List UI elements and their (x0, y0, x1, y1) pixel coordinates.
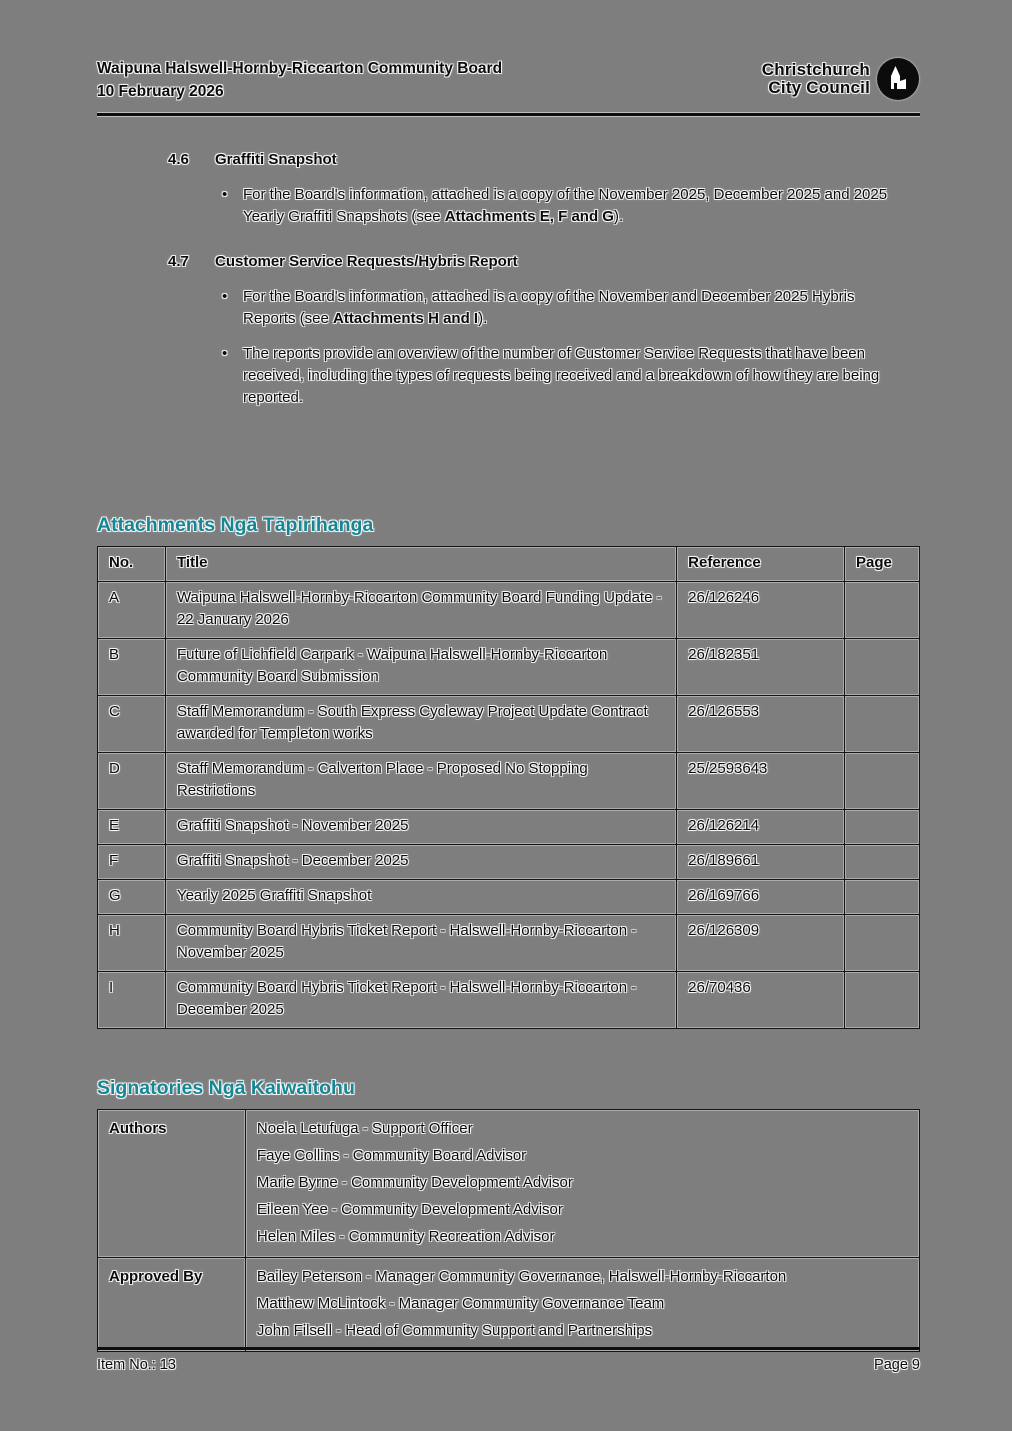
header-titles (97, 57, 502, 103)
attachment-reference: 26/126214 (677, 810, 845, 845)
table-row (98, 845, 920, 880)
attachment-title: Future of Lichfield Carpark - Waipuna Halswell-Hornby-Riccarton Community Board Submission (165, 639, 676, 696)
attachment-reference: 25/2593643 (677, 753, 845, 810)
attachment-page (845, 810, 920, 845)
attachments-table (97, 546, 920, 1029)
bullet-text: For the Board's information, attached is a copy of the November 2025, December 2025 and 2025 Yearly Graffiti Snapshots (see Attachments E, F and G). (243, 186, 888, 225)
attachment-title: Yearly 2025 Graffiti Snapshot (165, 880, 676, 915)
bullet-item (215, 286, 920, 330)
attachment-no: A (98, 582, 166, 639)
attachment-no: E (98, 810, 166, 845)
bullet-icon (222, 343, 243, 409)
attachment-no: C (98, 696, 166, 753)
attachment-no: H (98, 915, 166, 972)
section-title: Customer Service Requests/Hybris Report (215, 253, 518, 270)
header-divider (97, 113, 920, 116)
approved-by-row (98, 1258, 920, 1352)
col-page: Page (845, 547, 920, 582)
attachment-reference: 26/126309 (677, 915, 845, 972)
col-title: Title (165, 547, 676, 582)
footer-page-number: Page 9 (874, 1357, 920, 1373)
table-row (98, 753, 920, 810)
attachment-no: F (98, 845, 166, 880)
authors-list (245, 1110, 919, 1258)
table-row (98, 880, 920, 915)
bullet-item (215, 343, 920, 409)
attachment-title: Community Board Hybris Ticket Report - Halswell-Hornby-Riccarton - December 2025 (165, 972, 676, 1029)
author-line: Noela Letufuga - Support Officer (256, 1120, 473, 1137)
table-row (98, 810, 920, 845)
attachment-reference: 26/126246 (677, 582, 845, 639)
attachment-no: D (98, 753, 166, 810)
attachment-reference: 26/169766 (677, 880, 845, 915)
author-line: Faye Collins - Community Board Advisor (256, 1147, 527, 1164)
section-number: 4.7 (168, 253, 189, 270)
page-footer (97, 1347, 920, 1376)
attachment-no: B (98, 639, 166, 696)
attachment-page (845, 972, 920, 1029)
signatories-heading: Signatories Ngā Kaiwaitohu (97, 1077, 355, 1099)
ccc-logo-text: Christchurch City Council (761, 60, 870, 97)
attachment-reference: 26/189661 (677, 845, 845, 880)
attachment-no: G (98, 880, 166, 915)
attachment-title: Staff Memorandum - South Express Cycleway Project Update Contract awarded for Templeton works (165, 696, 676, 753)
author-line: Eileen Yee - Community Development Advisor (256, 1201, 563, 1218)
attachment-title: Graffiti Snapshot - November 2025 (165, 810, 676, 845)
attachment-title: Community Board Hybris Ticket Report - Halswell-Hornby-Riccarton - November 2025 (165, 915, 676, 972)
authors-row (98, 1110, 920, 1258)
approver-line: Bailey Peterson - Manager Community Governance, Halswell-Hornby-Riccarton (256, 1268, 787, 1285)
bullet-text: For the Board's information, attached is a copy of the November and December 2025 Hybris Reports (see Attachments H and I). (243, 288, 855, 327)
attachment-title: Staff Memorandum - Calverton Place - Proposed No Stopping Restrictions (165, 753, 676, 810)
signatories-table (97, 1109, 920, 1352)
bullet-text: The reports provide an overview of the number of Customer Service Requests that have been received, including the types of requests being received and a breakdown of how they are being reported. (243, 345, 880, 406)
author-line: Helen Miles - Community Recreation Advisor (256, 1228, 555, 1245)
attachment-page (845, 915, 920, 972)
ccc-logo (762, 57, 920, 101)
attachments-heading: Attachments Ngā Tāpirihanga (97, 514, 374, 536)
attachment-page (845, 880, 920, 915)
board-name: Waipuna Halswell-Hornby-Riccarton Community Board (97, 60, 503, 77)
section-number: 4.6 (168, 151, 189, 168)
approved-by-list (245, 1258, 919, 1352)
approver-line: John Filsell - Head of Community Support and Partnerships (256, 1322, 653, 1339)
attachment-page (845, 696, 920, 753)
table-row (98, 696, 920, 753)
section-title: Graffiti Snapshot (215, 151, 337, 168)
page-header (97, 0, 920, 103)
col-reference: Reference (677, 547, 845, 582)
bullet-icon (222, 286, 243, 330)
authors-label: Authors (98, 1110, 246, 1258)
approver-line: Matthew McLintock - Manager Community Governance Team (256, 1295, 665, 1312)
author-line: Marie Byrne - Community Development Advisor (256, 1174, 573, 1191)
approved-by-label: Approved By (98, 1258, 246, 1352)
table-row (98, 972, 920, 1029)
attachment-title: Graffiti Snapshot - December 2025 (165, 845, 676, 880)
attachment-page (845, 753, 920, 810)
attachment-page (845, 582, 920, 639)
table-row (98, 639, 920, 696)
table-row (98, 915, 920, 972)
table-row (98, 582, 920, 639)
attachment-reference: 26/70436 (677, 972, 845, 1029)
col-no: No. (98, 547, 166, 582)
section-4-7 (168, 251, 920, 409)
bullet-icon (222, 184, 243, 228)
footer-item-no: Item No.: 13 (97, 1357, 176, 1373)
attachment-no: I (98, 972, 166, 1029)
section-4-6 (168, 149, 920, 228)
attachment-title: Waipuna Halswell-Hornby-Riccarton Community Board Funding Update - 22 January 2026 (165, 582, 676, 639)
cathedral-icon (876, 57, 920, 101)
bullet-item (215, 184, 920, 228)
meeting-date: 10 February 2026 (97, 83, 224, 100)
attachment-page (845, 639, 920, 696)
attachment-reference: 26/182351 (677, 639, 845, 696)
attachment-reference: 26/126553 (677, 696, 845, 753)
attachments-header-row (98, 547, 920, 582)
attachment-page (845, 845, 920, 880)
